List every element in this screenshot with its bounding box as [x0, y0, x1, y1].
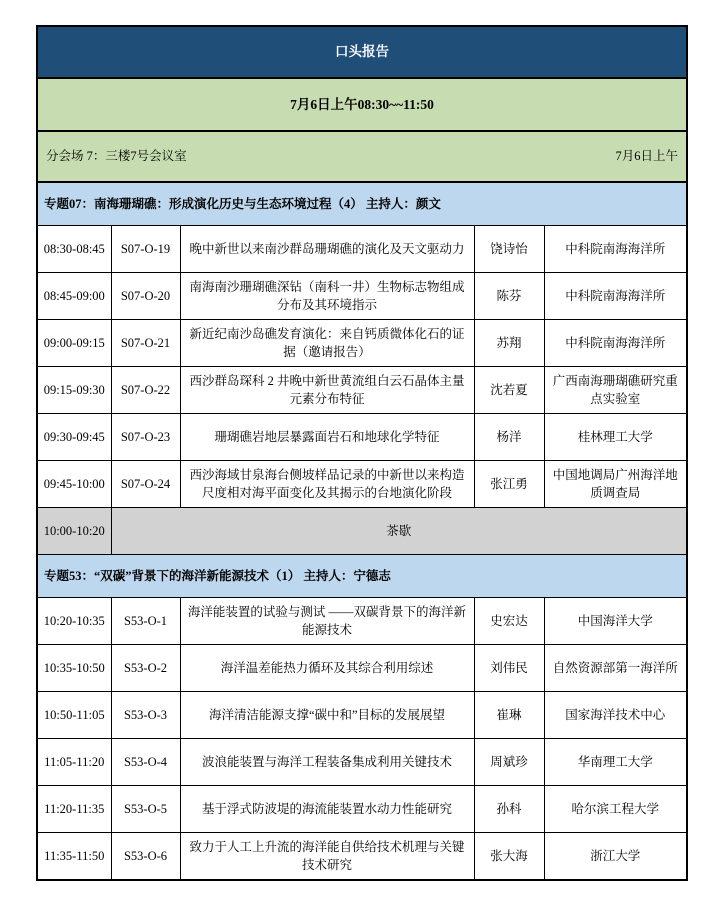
title-cell: 波浪能装置与海洋工程装备集成利用关键技术 [180, 739, 474, 786]
session-1-header: 专题07：南海珊瑚礁：形成演化历史与生态环境过程（4） 主持人：颜文 [37, 182, 687, 226]
affiliation-cell: 中国海洋大学 [544, 598, 687, 645]
affiliation-cell: 中科院南海海洋所 [544, 320, 687, 367]
time-cell: 09:45-10:00 [37, 461, 111, 508]
time-cell: 11:35-11:50 [37, 833, 111, 880]
title-cell: 南海南沙珊瑚礁深钻（南科一井）生物标志物组成分布及其环境指示 [180, 273, 474, 320]
schedule-row [37, 320, 687, 367]
report-type-header: 口头报告 [37, 26, 687, 78]
presenter-cell: 张大海 [474, 833, 544, 880]
title-cell: 西沙群岛琛科 2 井晚中新世黄流组白云石晶体主量元素分布特征 [180, 367, 474, 414]
break-time-cell: 10:00-10:20 [37, 508, 111, 555]
presenter-cell: 史宏达 [474, 598, 544, 645]
venue-row [37, 131, 687, 182]
time-cell: 09:15-09:30 [37, 367, 111, 414]
title-cell: 珊瑚礁岩地层暴露面岩石和地球化学特征 [180, 414, 474, 461]
paper-id-cell: S53-O-1 [111, 598, 180, 645]
title-cell: 西沙海域甘泉海台侧坡样品记录的中新世以来构造尺度相对海平面变化及其揭示的台地演化阶段 [180, 461, 474, 508]
session-2-header: 专题53：“双碳”背景下的海洋新能源技术（1） 主持人：宁德志 [37, 555, 687, 598]
paper-id-cell: S07-O-22 [111, 367, 180, 414]
tea-break-row [37, 508, 687, 555]
session-2-header-row [37, 555, 687, 598]
presenter-cell: 饶诗怡 [474, 226, 544, 273]
time-cell: 09:00-09:15 [37, 320, 111, 367]
affiliation-cell: 中国地调局广州海洋地质调查局 [544, 461, 687, 508]
presenter-cell: 孙科 [474, 786, 544, 833]
schedule-row [37, 414, 687, 461]
title-cell: 海洋清洁能源支撑“碳中和”目标的发展展望 [180, 692, 474, 739]
presenter-cell: 刘伟民 [474, 645, 544, 692]
time-cell: 09:30-09:45 [37, 414, 111, 461]
title-cell: 致力于人工上升流的海洋能自供给技术机理与关键技术研究 [180, 833, 474, 880]
presenter-cell: 张江勇 [474, 461, 544, 508]
affiliation-cell: 广西南海珊瑚礁研究重点实验室 [544, 367, 687, 414]
title-cell: 海洋温差能热力循环及其综合利用综述 [180, 645, 474, 692]
affiliation-cell: 桂林理工大学 [544, 414, 687, 461]
schedule-row [37, 833, 687, 880]
paper-id-cell: S53-O-2 [111, 645, 180, 692]
paper-id-cell: S07-O-19 [111, 226, 180, 273]
affiliation-cell: 浙江大学 [544, 833, 687, 880]
paper-id-cell: S53-O-5 [111, 786, 180, 833]
schedule-row [37, 273, 687, 320]
time-cell: 08:45-09:00 [37, 273, 111, 320]
affiliation-cell: 国家海洋技术中心 [544, 692, 687, 739]
schedule-row [37, 786, 687, 833]
schedule-row [37, 692, 687, 739]
presenter-cell: 崔琳 [474, 692, 544, 739]
paper-id-cell: S53-O-6 [111, 833, 180, 880]
break-label-cell: 茶歇 [111, 508, 687, 555]
paper-id-cell: S07-O-23 [111, 414, 180, 461]
schedule-row [37, 598, 687, 645]
time-cell: 10:35-10:50 [37, 645, 111, 692]
time-cell: 08:30-08:45 [37, 226, 111, 273]
title-cell: 新近纪南沙岛礁发育演化：来自钙质微体化石的证据（邀请报告） [180, 320, 474, 367]
schedule-row [37, 461, 687, 508]
time-cell: 10:20-10:35 [37, 598, 111, 645]
paper-id-cell: S53-O-3 [111, 692, 180, 739]
schedule-row [37, 226, 687, 273]
time-cell: 11:05-11:20 [37, 739, 111, 786]
schedule-table [36, 25, 688, 881]
schedule-row [37, 739, 687, 786]
session-2-rows [37, 598, 687, 880]
time-cell: 11:20-11:35 [37, 786, 111, 833]
paper-id-cell: S53-O-4 [111, 739, 180, 786]
session-1-rows [37, 226, 687, 508]
time-cell: 10:50-11:05 [37, 692, 111, 739]
session-1-header-row [37, 182, 687, 226]
presenter-cell: 沈若夏 [474, 367, 544, 414]
presenter-cell: 苏翔 [474, 320, 544, 367]
affiliation-cell: 哈尔滨工程大学 [544, 786, 687, 833]
affiliation-cell: 中科院南海海洋所 [544, 226, 687, 273]
date-range-row [37, 78, 687, 131]
title-cell: 基于浮式防波堤的海流能装置水动力性能研究 [180, 786, 474, 833]
venue-flex [46, 147, 678, 165]
paper-id-cell: S07-O-20 [111, 273, 180, 320]
schedule-row [37, 645, 687, 692]
venue-cell [37, 131, 687, 182]
venue-label: 分会场 7：三楼7号会议室 [46, 149, 187, 164]
report-type-row [37, 26, 687, 78]
schedule-row [37, 367, 687, 414]
paper-id-cell: S07-O-24 [111, 461, 180, 508]
affiliation-cell: 华南理工大学 [544, 739, 687, 786]
title-cell: 晚中新世以来南沙群岛珊瑚礁的演化及天文驱动力 [180, 226, 474, 273]
presenter-cell: 周斌珍 [474, 739, 544, 786]
paper-id-cell: S07-O-21 [111, 320, 180, 367]
date-range-label: 7月6日上午08:30~~11:50 [37, 78, 687, 131]
venue-date-label: 7月6日上午 [615, 149, 679, 164]
presenter-cell: 陈芬 [474, 273, 544, 320]
affiliation-cell: 中科院南海海洋所 [544, 273, 687, 320]
affiliation-cell: 自然资源部第一海洋所 [544, 645, 687, 692]
title-cell: 海洋能装置的试验与测试 ——双碳背景下的海洋新能源技术 [180, 598, 474, 645]
presenter-cell: 杨洋 [474, 414, 544, 461]
